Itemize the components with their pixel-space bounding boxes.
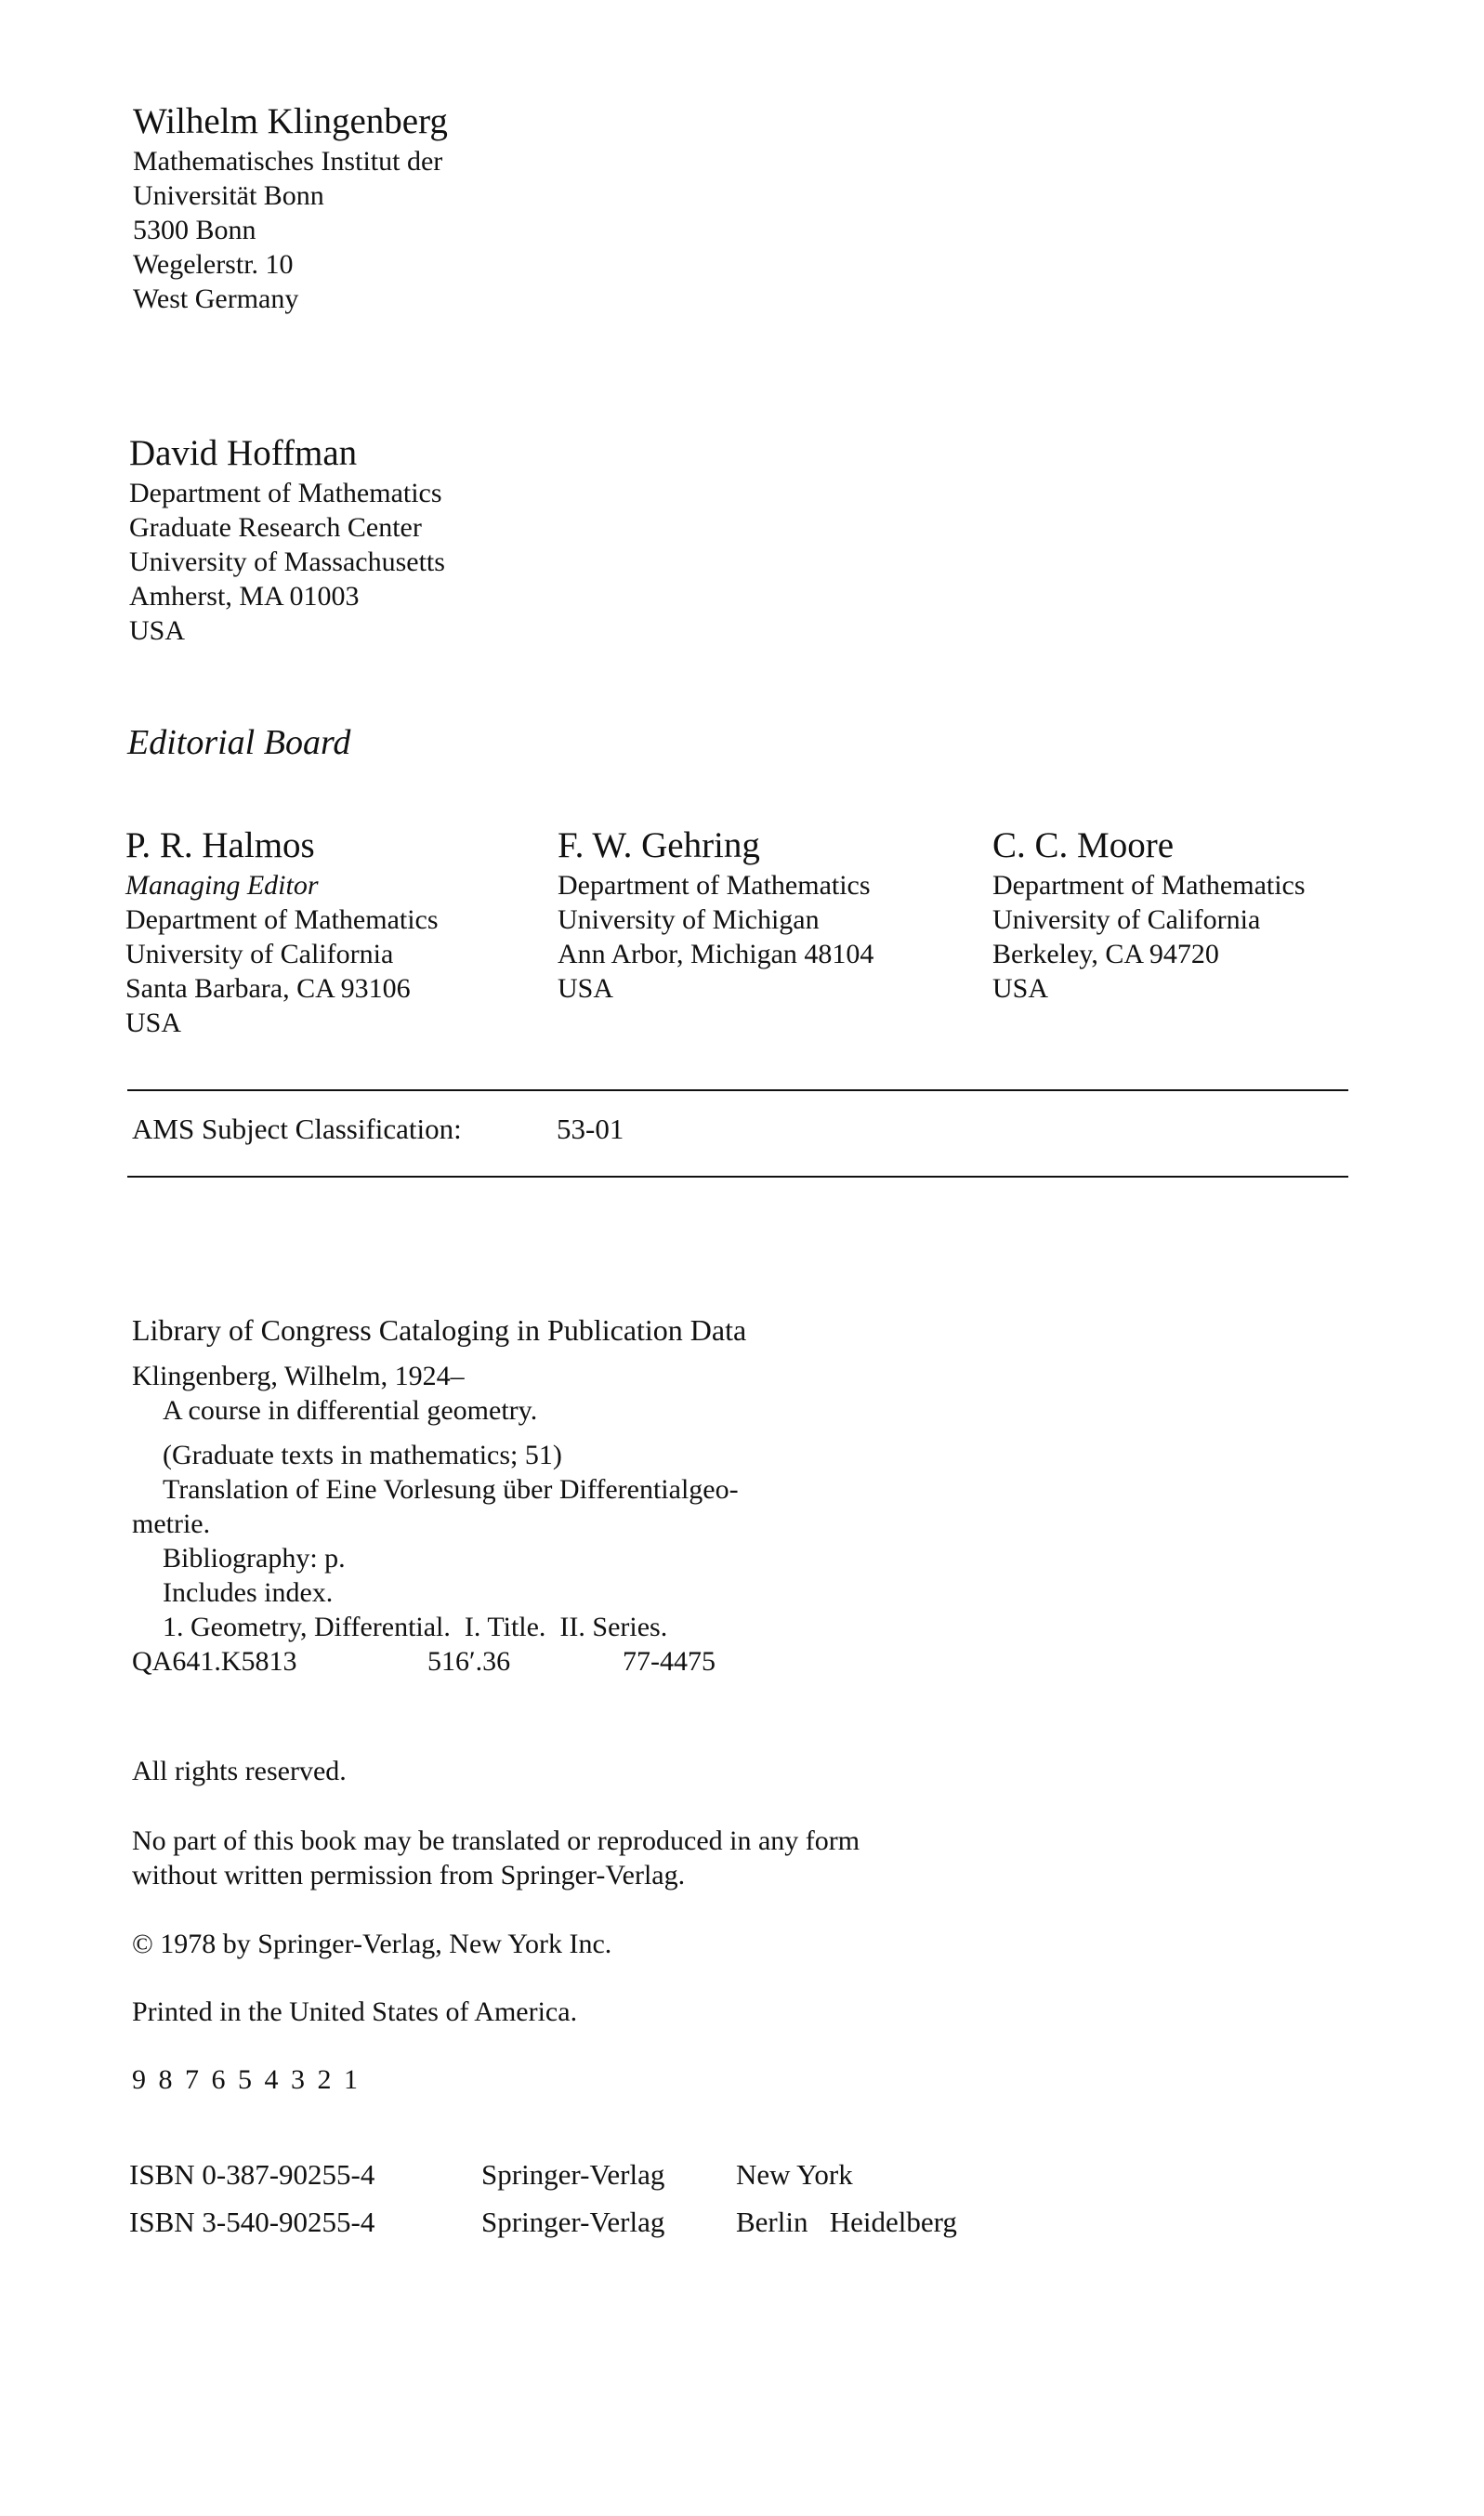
cip-heading: Library of Congress Cataloging in Publication Data: [132, 1313, 747, 1347]
cip-bibliography: Bibliography: p.: [163, 1543, 346, 1574]
author-hoffman: [129, 431, 445, 648]
isbn-publisher: Springer-Verlag: [481, 2206, 665, 2238]
address-line: West Germany: [133, 283, 299, 314]
cip-subjects: 1. Geometry, Differential. I. Title. II. Series.: [163, 1612, 668, 1642]
address-line: USA: [992, 973, 1049, 1004]
isbn-city: Berlin Heidelberg: [736, 2206, 957, 2238]
isbn-row: [0, 2206, 1484, 2243]
editor-moore: [992, 823, 1306, 1006]
editor-name: P. R. Halmos: [125, 825, 315, 865]
ams-value: 53-01: [557, 1113, 624, 1145]
editor-role: Managing Editor: [125, 870, 319, 901]
editor-name: C. C. Moore: [992, 825, 1174, 865]
copyright-line: © 1978 by Springer-Verlag, New York Inc.: [132, 1929, 612, 1959]
address-line: University of California: [125, 939, 394, 969]
cip-lccn: 77-4475: [623, 1646, 716, 1677]
printed-line: Printed in the United States of America.: [132, 1996, 578, 2027]
address-line: Department of Mathematics: [992, 870, 1306, 901]
cip-translation-cont: metrie.: [132, 1508, 211, 1539]
editor-name: F. W. Gehring: [558, 825, 760, 865]
cip-index: Includes index.: [163, 1577, 334, 1608]
rights-statement: All rights reserved.: [132, 1756, 347, 1786]
permission-line: without written permission from Springer-Verlag.: [132, 1860, 686, 1890]
address-line: USA: [125, 1008, 182, 1038]
author-name: Wilhelm Klingenberg: [133, 101, 448, 141]
address-line: Graduate Research Center: [129, 512, 422, 543]
address-line: USA: [129, 615, 186, 646]
address-line: USA: [558, 973, 614, 1004]
print-number-line: 9 8 7 6 5 4 3 2 1: [132, 2064, 361, 2095]
author-klingenberg: [133, 99, 448, 316]
isbn-row: [0, 2158, 1484, 2195]
isbn-city: New York: [736, 2158, 853, 2191]
editorial-board-heading: Editorial Board: [127, 723, 351, 762]
cip-translation: Translation of Eine Vorlesung über Differentialgeo-: [163, 1474, 739, 1505]
permission-line: No part of this book may be translated or reproduced in any form: [132, 1825, 860, 1856]
address-line: Department of Mathematics: [558, 870, 871, 901]
isbn-number: ISBN 3-540-90255-4: [129, 2206, 375, 2238]
address-line: Ann Arbor, Michigan 48104: [558, 939, 874, 969]
address-line: Wegelerstr. 10: [133, 249, 294, 280]
divider-rule: [127, 1089, 1348, 1091]
divider-rule: [127, 1176, 1348, 1178]
address-line: University of Michigan: [558, 904, 820, 935]
address-line: Mathematisches Institut der: [133, 146, 443, 177]
editor-gehring: [558, 823, 873, 1006]
address-line: 5300 Bonn: [133, 215, 256, 245]
address-line: Department of Mathematics: [129, 478, 442, 508]
isbn-publisher: Springer-Verlag: [481, 2158, 665, 2191]
address-line: Santa Barbara, CA 93106: [125, 973, 411, 1004]
address-line: University of California: [992, 904, 1261, 935]
cip-author: Klingenberg, Wilhelm, 1924–: [132, 1361, 465, 1391]
address-line: Amherst, MA 01003: [129, 581, 360, 612]
cip-call-number: QA641.K5813: [132, 1646, 297, 1677]
cip-dewey: 516′.36: [427, 1646, 511, 1677]
ams-label: AMS Subject Classification:: [132, 1113, 462, 1145]
cip-title: A course in differential geometry.: [163, 1395, 538, 1426]
address-line: University of Massachusetts: [129, 547, 445, 577]
address-line: Berkeley, CA 94720: [992, 939, 1219, 969]
address-line: Universität Bonn: [133, 180, 324, 211]
isbn-number: ISBN 0-387-90255-4: [129, 2158, 375, 2191]
author-name: David Hoffman: [129, 433, 358, 473]
ams-classification: [132, 1113, 624, 1146]
cip-series: (Graduate texts in mathematics; 51): [163, 1440, 562, 1470]
editor-halmos: [125, 823, 439, 1040]
address-line: Department of Mathematics: [125, 904, 439, 935]
